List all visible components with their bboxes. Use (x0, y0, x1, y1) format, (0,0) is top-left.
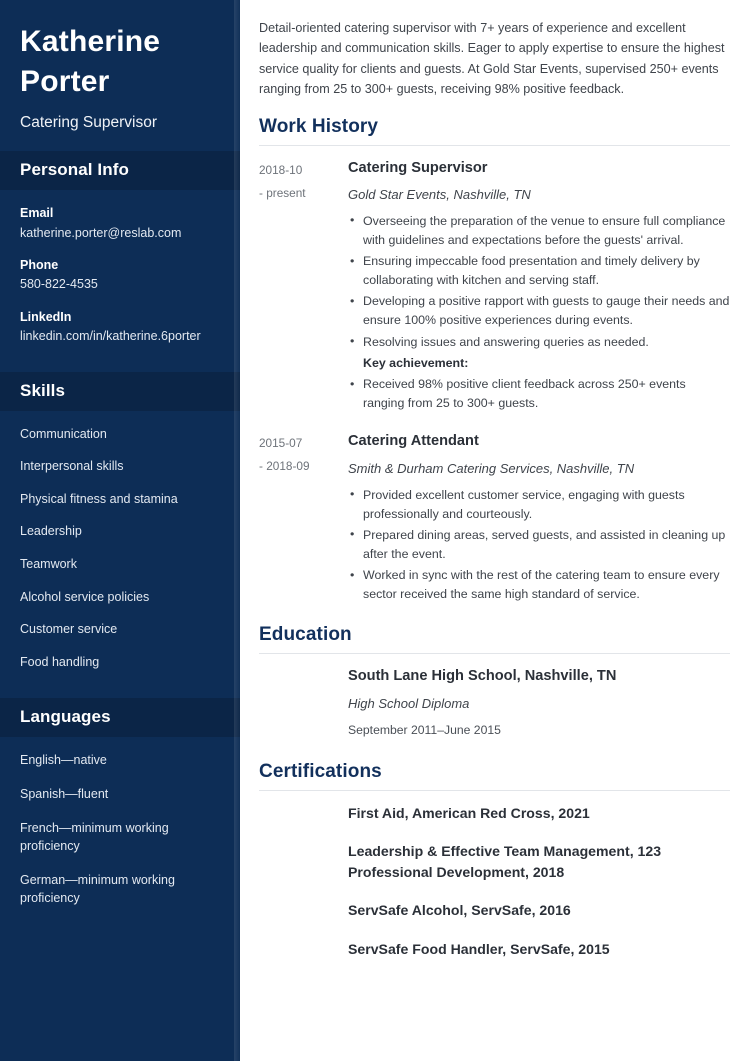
work-entry (259, 431, 730, 606)
section-title-education: Education (259, 624, 730, 654)
list-item: Physical fitness and stamina (20, 491, 178, 506)
contact-label-phone: Phone (20, 258, 59, 273)
list-item: Food handling (20, 654, 100, 669)
work-entry-bullets (348, 212, 730, 351)
list-item: Spanish—fluent (20, 786, 109, 801)
section-education (259, 624, 730, 739)
skills-section (0, 411, 240, 698)
sidebar-heading-skills: Skills (0, 372, 240, 411)
list-item: German—minimum working proficiency (20, 873, 175, 906)
work-entry-title: Catering Attendant (348, 433, 479, 450)
list-item: • Resolving issues and answering queries as needed. (348, 333, 730, 352)
list-item: French—minimum working proficiency (20, 820, 169, 853)
work-entry (259, 158, 730, 416)
languages-section (0, 737, 240, 936)
sidebar-heading-personal-info: Personal Info (0, 151, 240, 190)
list-item: Leadership (20, 524, 82, 539)
list-item: • Provided excellent customer service, engaging with guests professionally and courteously. (348, 486, 730, 524)
list-item: Customer service (20, 622, 118, 637)
professional-summary: Detail-oriented catering supervisor with 7+ years of experience and excellent leadership and communication skills. Eager to apply expertise to ensure the highest service quality for clients and guests. At Gold Star Events, supervised 250+ events ranging from 25 to 300+ guests, receiving 98% positive feedback. (259, 21, 725, 97)
contact-label-linkedin: LinkedIn (20, 309, 72, 324)
languages-list (20, 751, 220, 908)
work-entry-title: Catering Supervisor (348, 159, 488, 176)
work-entry-bullets (348, 486, 730, 604)
list-item: • Received 98% positive client feedback across 250+ events ranging from 25 to 300+ guests. (348, 375, 730, 413)
certification-item: First Aid, American Red Cross, 2021 (348, 805, 590, 822)
education-school: South Lane High School, Nashville, TN (348, 668, 617, 685)
sidebar-heading-languages: Languages (0, 698, 240, 737)
list-item: • Prepared dining areas, served guests, and assisted in cleaning up after the event. (348, 526, 730, 564)
work-entry-company: Gold Star Events, Nashville, TN (348, 187, 531, 203)
list-item: Alcohol service policies (20, 589, 150, 604)
list-item: • Developing a positive rapport with guests to gauge their needs and ensure 100% positive experiences during events. (348, 292, 730, 330)
section-certifications (259, 761, 730, 960)
work-entry-company: Smith & Durham Catering Services, Nashville, TN (348, 461, 635, 477)
list-item: Communication (20, 426, 107, 441)
candidate-job-title: Catering Supervisor (20, 114, 157, 132)
work-entry-date-start: 2015-07 (259, 436, 303, 451)
contact-value-linkedin[interactable]: linkedin.com/in/katherine.6porter (20, 329, 201, 344)
skills-list (20, 425, 220, 672)
key-achievement-label: Key achievement: (363, 355, 469, 370)
work-entry-date-end: - 2018-09 (259, 459, 310, 474)
section-title-work-history: Work History (259, 116, 730, 146)
list-item: • Worked in sync with the rest of the catering team to ensure every sector received the same high standard of service. (348, 566, 730, 604)
list-item: Teamwork (20, 557, 77, 572)
work-entry-date-end: - present (259, 185, 306, 200)
contact-value-email[interactable]: katherine.porter@reslab.com (20, 225, 182, 240)
list-item: • Ensuring impeccable food presentation and timely delivery by collaborating with kitchen and serving staff. (348, 252, 730, 290)
name-line-last: Porter (20, 64, 110, 98)
work-entry-date-start: 2018-10 (259, 162, 303, 177)
list-item: Interpersonal skills (20, 459, 124, 474)
certification-item: Leadership & Effective Team Management, 123 Professional Development, 2018 (348, 843, 662, 881)
work-entry-body (347, 158, 730, 416)
contact-item-linkedin (20, 308, 220, 347)
contact-item-email (20, 204, 220, 243)
contact-item-phone (20, 256, 220, 295)
personal-info-list (0, 190, 240, 371)
contact-value-phone[interactable]: 580-822-4535 (20, 277, 98, 292)
main-content (240, 0, 750, 1061)
section-work-history (259, 116, 730, 607)
list-item: • Overseeing the preparation of the venue to ensure full compliance with guidelines and expectations before the guests' arrival. (348, 212, 730, 250)
list-item: English—native (20, 752, 107, 767)
candidate-name (0, 0, 240, 107)
education-dates: September 2011–June 2015 (348, 722, 501, 737)
work-entry-date (259, 431, 347, 606)
name-line-first: Katherine (20, 25, 161, 58)
section-title-certifications: Certifications (259, 761, 730, 791)
certification-item: ServSafe Alcohol, ServSafe, 2016 (348, 902, 571, 919)
education-degree: High School Diploma (348, 696, 470, 712)
sidebar (0, 0, 240, 1061)
key-achievement-bullets (348, 375, 730, 413)
work-entry-date (259, 158, 347, 416)
contact-label-email: Email (20, 206, 54, 221)
education-entry (259, 666, 730, 739)
work-entry-body (347, 431, 730, 606)
certification-item: ServSafe Food Handler, ServSafe, 2015 (348, 940, 610, 957)
